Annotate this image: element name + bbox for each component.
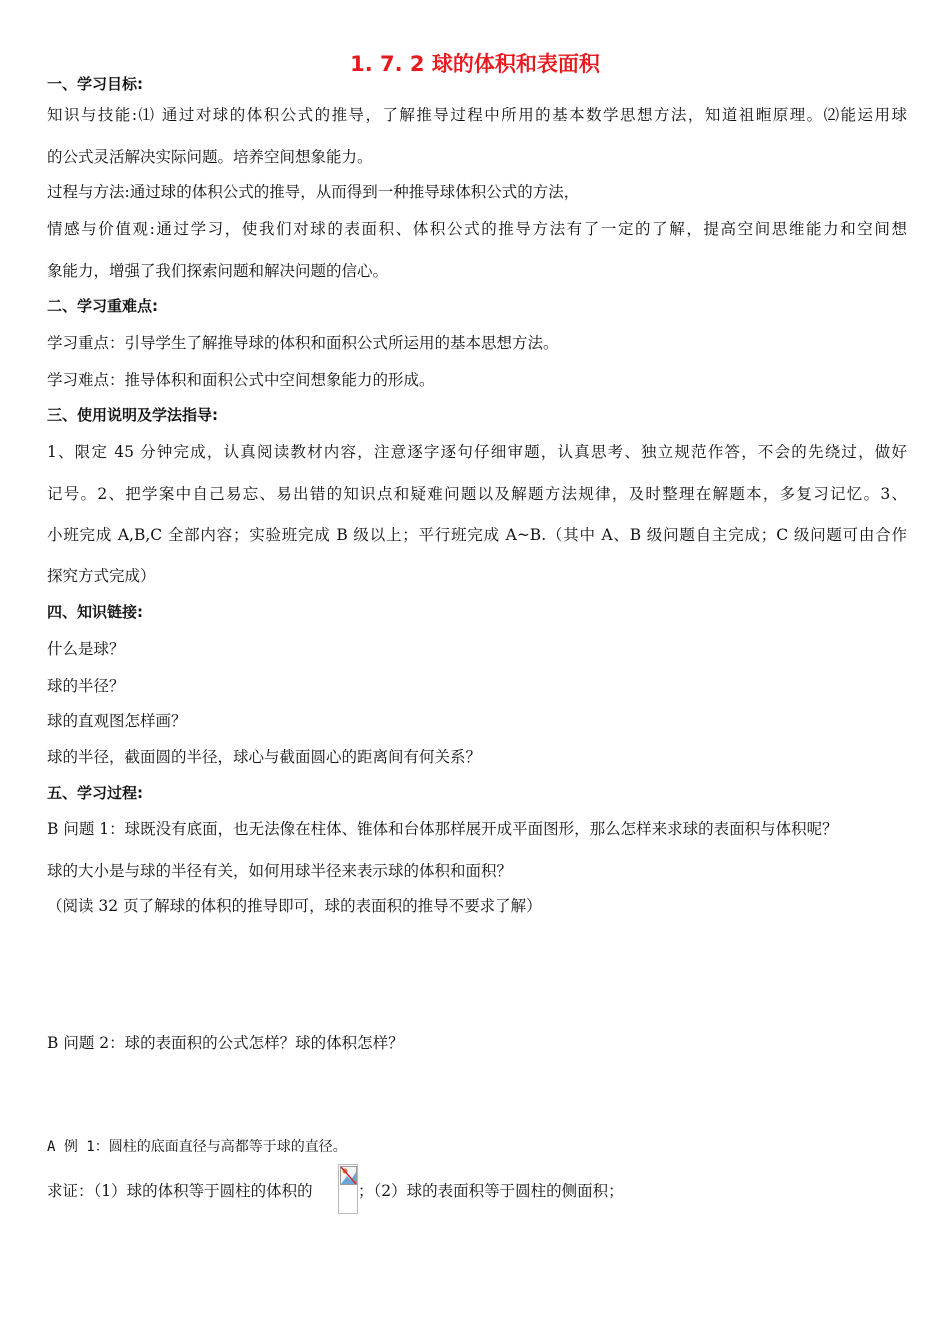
- objective-knowledge-line-2: 的公式灵活解决实际问题。培养空间想象能力。: [47, 148, 373, 166]
- proof-statement-part-1: 求证：（1）球的体积等于圆柱的体积的: [47, 1182, 313, 1200]
- objective-knowledge-line-1: 知识与技能:⑴ 通过对球的体积公式的推导，了解推导过程中所用的基本数学思想方法，知道祖暅原理。⑵能运用球: [47, 106, 907, 124]
- objective-emotion-line-1: 情感与价值观:通过学习，使我们对球的表面积、体积公式的推导方法有了一定的了解，提高空间思维能力和空间想: [47, 220, 907, 238]
- section-heading-process: 五、学习过程:: [47, 784, 143, 802]
- problem-b1-line-1: B 问题 1：球既没有底面，也无法像在柱体、锥体和台体那样展开成平面图形，那么怎样来求球的表面积与体积呢？: [47, 820, 838, 838]
- section-heading-knowledge-link: 四、知识链接:: [47, 603, 143, 621]
- knowledge-question-1: 什么是球？: [47, 640, 125, 658]
- broken-formula-image: [338, 1164, 358, 1214]
- example-a1: A 例 1：圆柱的底面直径与高都等于球的直径。: [47, 1139, 347, 1155]
- knowledge-question-3: 球的直观图怎样画？: [47, 712, 187, 730]
- section-heading-key-points: 二、学习重难点:: [47, 297, 158, 315]
- knowledge-question-4: 球的半径，截面圆的半径，球心与截面圆心的距离间有何关系？: [47, 748, 482, 766]
- objective-process: 过程与方法:通过球的体积公式的推导，从而得到一种推导球体积公式的方法，: [47, 183, 580, 201]
- instruction-line-1: 1、限定 45 分钟完成，认真阅读教材内容，注意逐字逐句仔细审题，认真思考、独立规范作答，不会的先绕过，做好: [47, 443, 907, 461]
- key-point-difficulty: 学习难点：推导体积和面积公式中空间想象能力的形成。: [47, 371, 435, 389]
- problem-b1-line-2: 球的大小是与球的半径有关，如何用球半径来表示球的体积和面积？: [47, 862, 513, 880]
- broken-image-icon: [340, 1166, 358, 1186]
- instruction-line-3: 小班完成 A,B,C 全部内容；实验班完成 B 级以上；平行班完成 A~B.（其中 A、B 级问题自主完成；C 级问题可由合作: [47, 526, 907, 544]
- section-heading-objectives: 一、学习目标:: [47, 75, 143, 93]
- instruction-line-2: 记号。2、把学案中自己易忘、易出错的知识点和疑难问题以及解题方法规律，及时整理在解题本，多复习记忆。3、: [47, 485, 907, 503]
- proof-statement-part-2: ；（2）球的表面积等于圆柱的侧面积；: [358, 1182, 624, 1200]
- problem-b1-line-3: （阅读 32 页了解球的体积的推导即可，球的表面积的推导不要求了解）: [47, 897, 542, 915]
- section-heading-instructions: 三、使用说明及学法指导:: [47, 406, 218, 424]
- knowledge-question-2: 球的半径？: [47, 677, 125, 695]
- instruction-line-4: 探究方式完成）: [47, 567, 156, 585]
- problem-b2: B 问题 2：球的表面积的公式怎样？球的体积怎样？: [47, 1034, 404, 1052]
- key-point-focus: 学习重点：引导学生了解推导球的体积和面积公式所运用的基本思想方法。: [47, 334, 559, 352]
- objective-emotion-line-2: 象能力，增强了我们探索问题和解决问题的信心。: [47, 262, 389, 280]
- document-title: 1. 7. 2 球的体积和表面积: [350, 52, 600, 76]
